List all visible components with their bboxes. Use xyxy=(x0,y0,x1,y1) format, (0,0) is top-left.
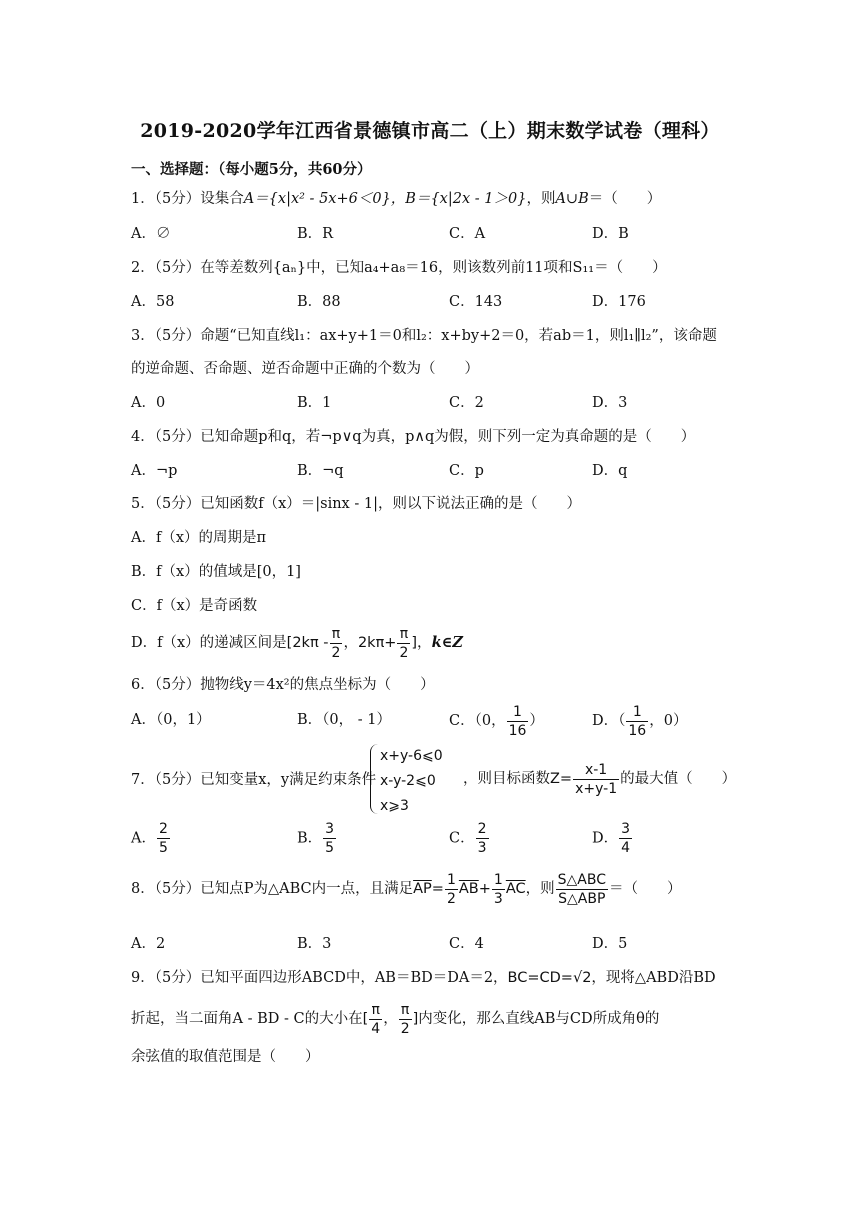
q1-union: A∪B xyxy=(555,191,589,207)
question-9-line-2: 折起，当二面角A - BD - C的大小在[ $\frac{\pi}{4}$ ， $\frac{\pi}{2}$ ]内变化，那么直线AB与CD所成角θ的 xyxy=(131,1001,660,1037)
q5-option-a[interactable]: A．f（x）的周期是π xyxy=(131,530,267,546)
option-d[interactable]: D．176 xyxy=(592,294,646,310)
option-a[interactable]: A．¬p xyxy=(131,463,178,479)
third-fraction: $\frac{1}{3}$ xyxy=(493,871,503,907)
option-d[interactable]: D．（ $\frac{1}{16}$ ，0） xyxy=(592,703,688,739)
option-b[interactable]: B．（0， - 1） xyxy=(297,712,391,728)
q6-options xyxy=(131,703,751,748)
q7-middle: ，则目标函数 xyxy=(463,771,550,787)
constraint-brace xyxy=(370,744,379,814)
q5-option-c[interactable]: C．f（x）是奇函数 xyxy=(131,598,258,614)
q1-sets: A＝{x|x² - 5x+6＜0}，B＝{x|2x - 1＞0} xyxy=(243,191,527,207)
q3-options xyxy=(131,393,751,413)
q8-options xyxy=(131,934,751,954)
objective-fraction: $\frac{x-1}{x+y-1}$ xyxy=(575,761,618,797)
objective-z: Z= xyxy=(550,771,573,787)
option-b[interactable]: B． $\frac{3}{5}$ xyxy=(297,821,335,856)
question-2: 2．（5分）在等差数列{aₙ}中，已知a₄+a₈＝16，则该数列前11项和S₁₁＝（ ） xyxy=(131,260,667,276)
constraint-2: x-y-2⩽0 xyxy=(380,773,436,789)
pi-over-4-fraction: $\frac{\pi}{4}$ xyxy=(371,1001,381,1037)
option-a[interactable]: A． $\frac{2}{5}$ xyxy=(131,821,168,856)
option-c[interactable]: C． $\frac{2}{3}$ xyxy=(449,821,487,856)
q2-options xyxy=(131,292,751,312)
option-d[interactable]: D．B xyxy=(592,226,629,242)
option-b[interactable]: B．1 xyxy=(297,395,332,411)
option-a[interactable]: A．2 xyxy=(131,936,166,952)
q7-suffix: 的最大值（ ） xyxy=(620,771,737,787)
section-heading: 一、选择题：（每小题5分，共60分） xyxy=(131,161,372,178)
half-fraction: $\frac{1}{2}$ xyxy=(446,871,456,907)
q5-d-k-domain: k∈Z xyxy=(431,634,463,651)
option-d[interactable]: D．5 xyxy=(592,936,628,952)
question-9-line-3: 余弦值的取值范围是（ ） xyxy=(131,1049,320,1065)
pi-over-2-fraction: $\frac{\pi}{2}$ xyxy=(331,625,341,661)
q4-options xyxy=(131,461,751,481)
vector-ac: $\overline{AC}$ xyxy=(505,881,526,897)
constraint-3: x⩾3 xyxy=(380,798,409,814)
one-sixteenth-fraction: $\frac{1}{16}$ xyxy=(628,703,647,739)
option-c[interactable]: C．A xyxy=(449,226,486,242)
question-3-line-2: 的逆命题、否命题、逆否命题中正确的个数为（ ） xyxy=(131,361,479,377)
option-d[interactable]: D． $\frac{3}{4}$ xyxy=(592,821,631,856)
q1-suffix: ＝（ ） xyxy=(588,191,662,207)
option-a[interactable]: A．0 xyxy=(131,395,166,411)
option-b[interactable]: B．R xyxy=(297,226,334,242)
option-c[interactable]: C．143 xyxy=(449,294,503,310)
question-7 xyxy=(131,770,376,790)
question-1 xyxy=(131,189,661,209)
option-b[interactable]: B．88 xyxy=(297,294,341,310)
option-b[interactable]: B．3 xyxy=(297,936,332,952)
option-c[interactable]: C．4 xyxy=(449,936,484,952)
question-8: 8．（5分）已知点P为△ABC内一点，且满足$\overline{AP}=$ $\frac{1}{2}$ $\overline{AB}+$ $\frac{1}{3}$ $\overline{AC}$，则 $\frac{\text{S△ABC}}{\text{S△ABP}}$ ＝（ ） xyxy=(131,871,682,907)
option-a[interactable]: A．∅ xyxy=(131,226,171,242)
option-a[interactable]: A．58 xyxy=(131,294,175,310)
question-7-objective xyxy=(463,760,736,798)
q5-d-interval-end: ]， xyxy=(411,635,432,651)
q5-d-interval-start: [2kπ - xyxy=(286,635,329,651)
sqrt-two: √2 xyxy=(572,970,592,986)
question-9-line-1: 9．（5分）已知平面四边形ABCD中，AB＝BD＝DA＝2，BC=CD=√2，现将△ABD沿BD xyxy=(131,970,716,986)
question-6: 6．（5分）抛物线y＝4x²的焦点坐标为（ ） xyxy=(131,677,435,693)
constraint-1: x+y-6⩽0 xyxy=(380,748,443,764)
q5-option-b[interactable]: B．f（x）的值域是[0，1] xyxy=(131,564,301,580)
pi-over-2-fraction: $\frac{\pi}{2}$ xyxy=(400,1001,410,1037)
q8-prefix: 8．（5分）已知点P为△ABC内一点，且满足 xyxy=(131,881,414,897)
q1-prefix: 1．（5分）设集合 xyxy=(131,191,244,207)
option-a[interactable]: A．（0，1） xyxy=(131,712,211,728)
option-c[interactable]: C．p xyxy=(449,463,484,479)
q1-options xyxy=(131,224,751,244)
exam-title: 2019-2020学年江西省景德镇市高二（上）期末数学试卷（理科） xyxy=(140,120,720,142)
q5-d-interval-mid: ，2kπ+ xyxy=(343,635,397,651)
q1-middle: ，则 xyxy=(526,191,556,207)
option-d[interactable]: D．3 xyxy=(592,395,628,411)
q5-d-prefix: D．f（x）的递减区间是 xyxy=(131,635,287,651)
question-4: 4．（5分）已知命题p和q，若¬p∨q为真，p∧q为假，则下列一定为真命题的是（ ） xyxy=(131,429,696,445)
constraint-system xyxy=(380,744,443,819)
option-c[interactable]: C．（0， $\frac{1}{16}$ ） xyxy=(449,703,544,739)
option-c[interactable]: C．2 xyxy=(449,395,484,411)
vector-ab: $\overline{AB}$ xyxy=(458,881,479,897)
one-sixteenth-fraction: $\frac{1}{16}$ xyxy=(508,703,527,739)
area-ratio-fraction: $\frac{\text{S△ABC}}{\text{S△ABP}}$ xyxy=(557,871,606,907)
question-3-line-1: 3．（5分）命题“已知直线l₁：ax+y+1＝0和l₂：x+by+2＝0，若ab＝1，则l₁∥l₂”，该命题 xyxy=(131,328,717,344)
question-5: 5．（5分）已知函数f（x）＝|sinx - 1|，则以下说法正确的是（ ） xyxy=(131,496,581,512)
option-b[interactable]: B．¬q xyxy=(297,463,344,479)
vector-ap: $\overline{AP}$ xyxy=(413,881,432,897)
q7-prefix: 7．（5分）已知变量x，y满足约束条件 xyxy=(131,772,377,788)
option-d[interactable]: D．q xyxy=(592,463,628,479)
q5-option-d[interactable] xyxy=(131,624,463,662)
q7-options xyxy=(131,820,751,860)
pi-over-2-fraction: $\frac{\pi}{2}$ xyxy=(399,625,409,661)
